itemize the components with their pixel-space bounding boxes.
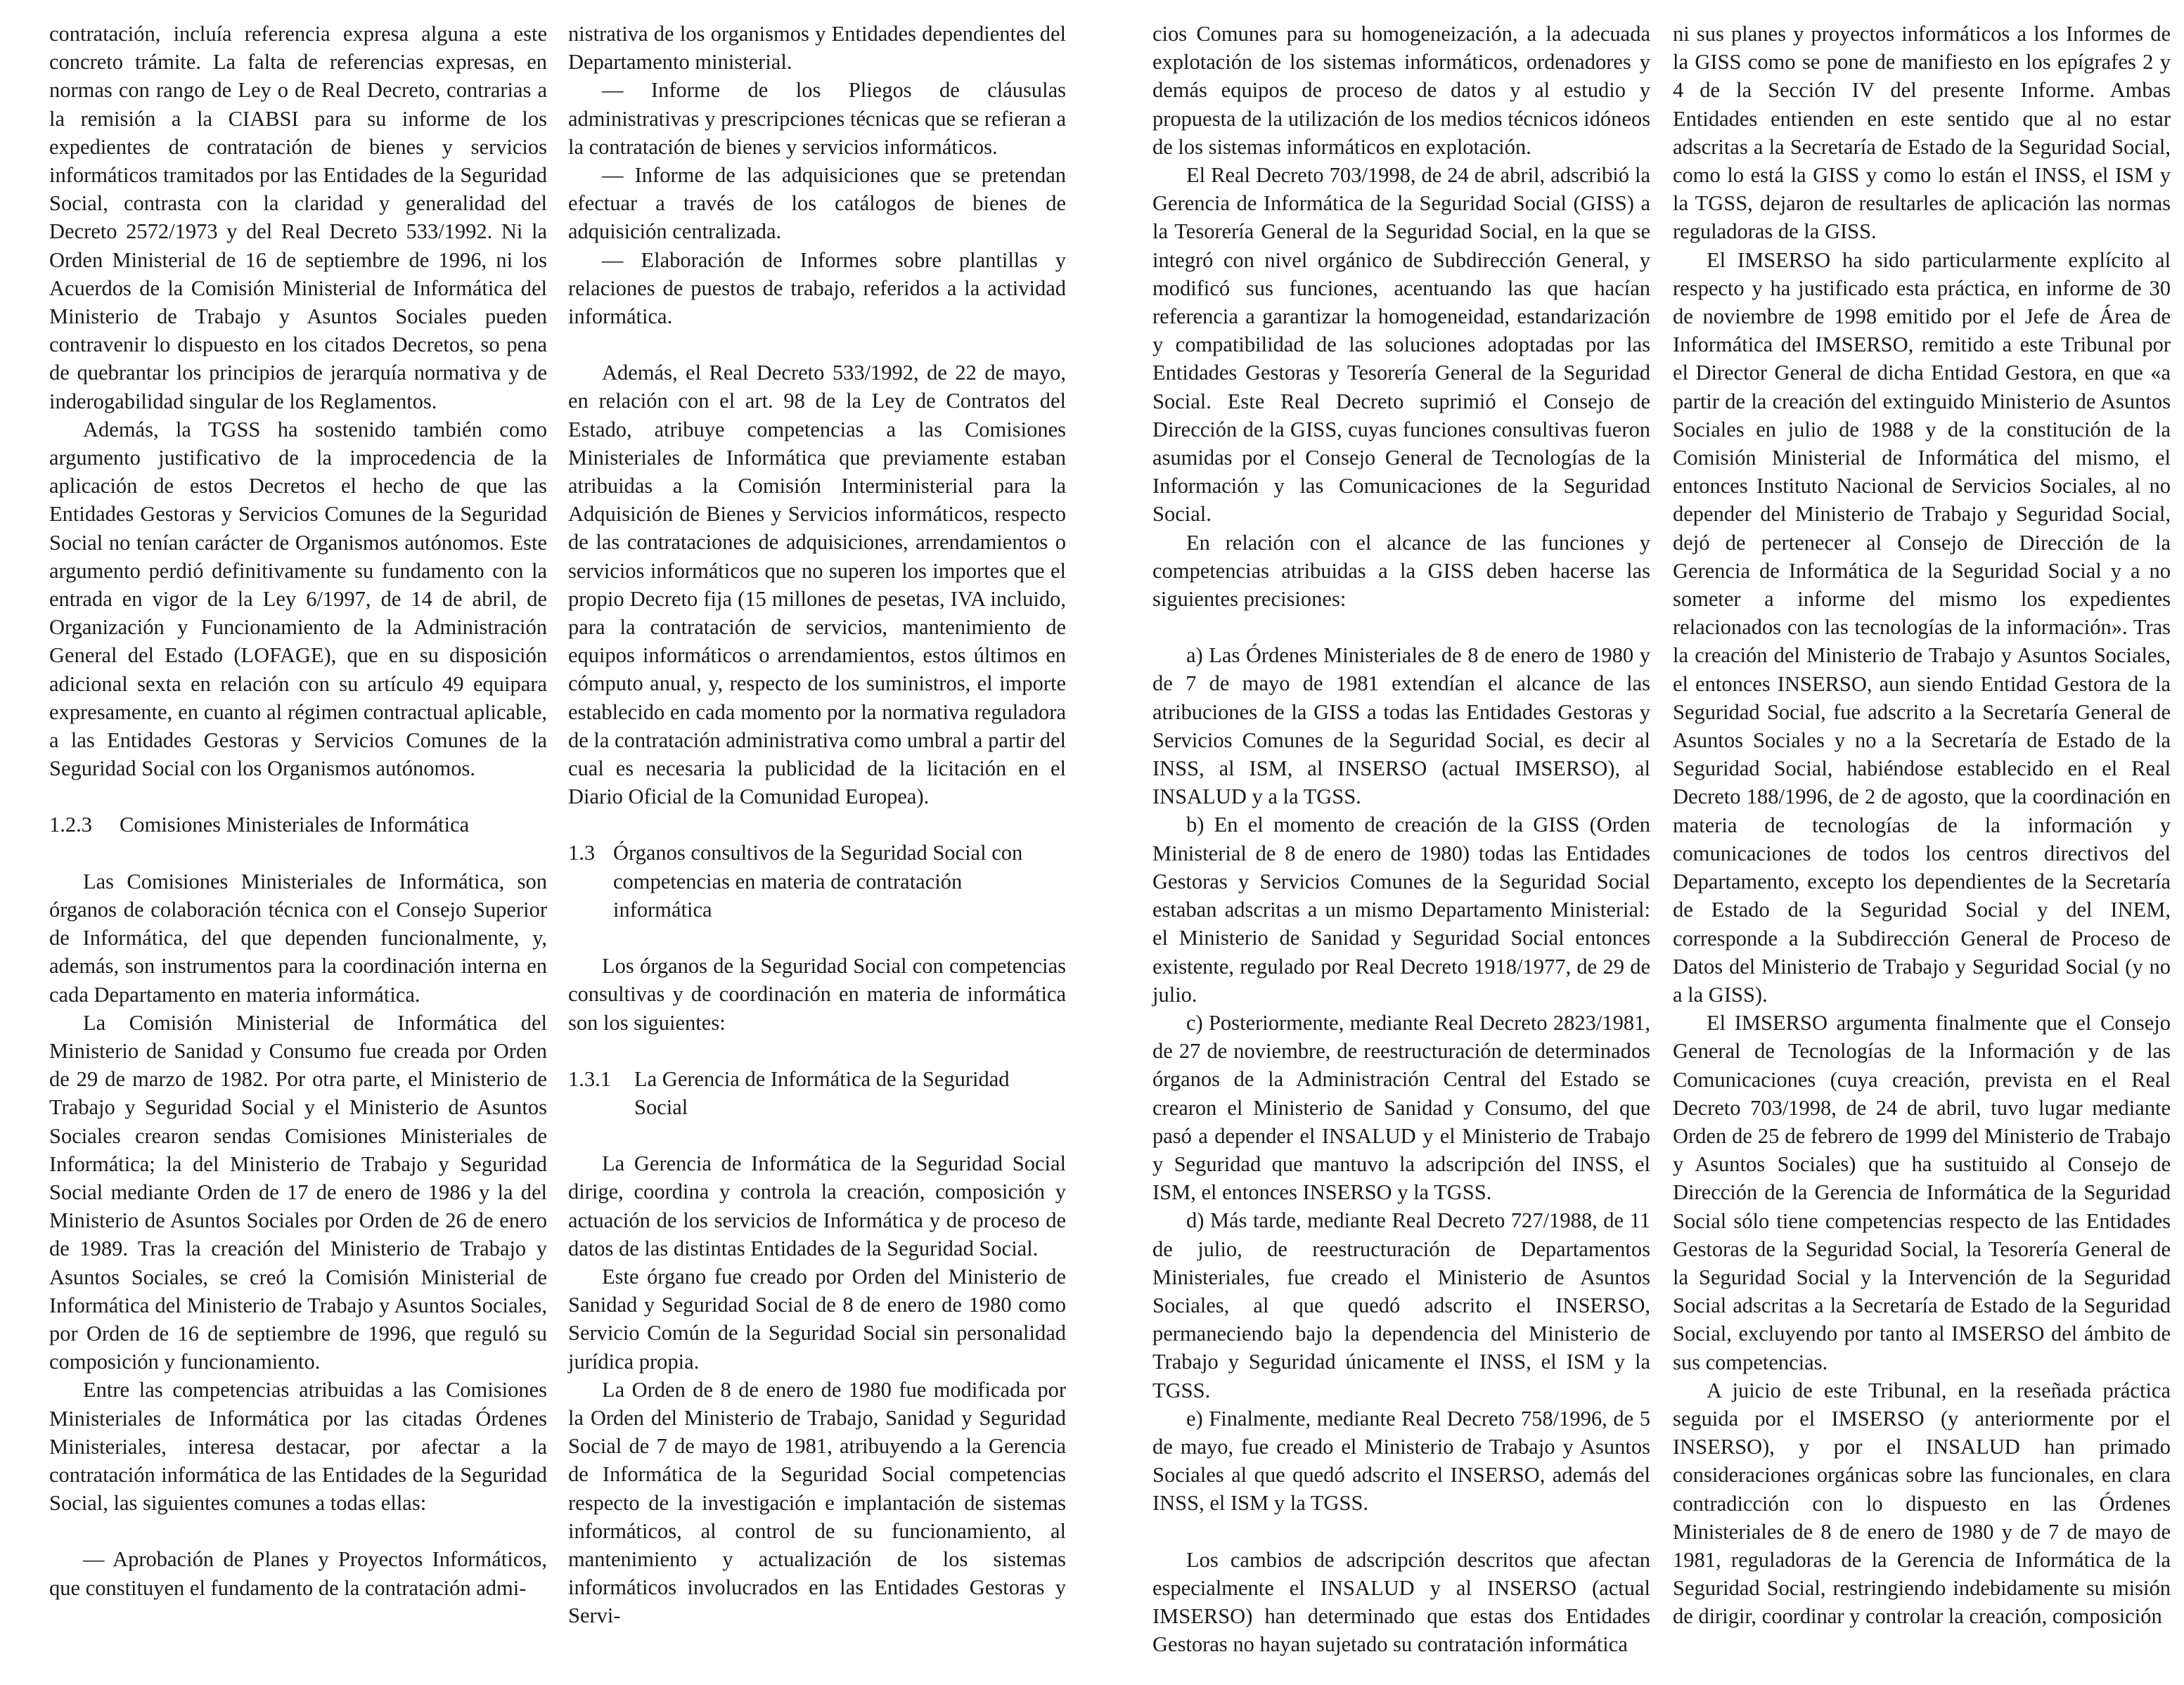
paragraph: Los cambios de adscripción descritos que afectan especialmente el INSALUD y al INSERSO (actual IMSERSO) han determinado que estas dos Entidades Gestoras no hayan sujetado su contratación informática	[1152, 1547, 1650, 1657]
dash-list-item: — Aprobación de Planes y Proyectos Informáticos, que constituyen el fundamento de la contratación admi-	[49, 1547, 547, 1600]
section-heading-1-3-1	[568, 1065, 1066, 1121]
paragraph: Las Comisiones Ministeriales de Informática, son órganos de colaboración técnica con el Consejo Superior de Informática, del que dependen funcionalmente, y, además, son instrumentos para la coordinación interna en cada Departamento en materia informática.	[49, 869, 547, 1007]
right-page	[1092, 0, 2184, 1685]
lettered-list-item: c) Posteriormente, mediante Real Decreto 2823/1981, de 27 de noviembre, de reestructuración de determinados órganos de la Administración Central del Estado se crearon el Ministerio de Sanidad y Consumo, del que pasó a depender el INSALUD y el Ministerio de Trabajo y Seguridad que mantuvo la adscripción del INSS, el ISM, el entonces INSERSO y la TGSS.	[1152, 1010, 1650, 1205]
paragraph: Los órganos de la Seguridad Social con competencias consultivas y de coordinación en materia de informática son los siguientes:	[568, 954, 1066, 1035]
paragraph: En relación con el alcance de las funciones y competencias atribuidas a la GISS deben hacerse las siguientes precisiones:	[1152, 530, 1650, 612]
paragraph: cios Comunes para su homogeneización, a la adecuada explotación de los sistemas informáticos, ordenadores y demás equipos de proceso de datos y al estudio y propuesta de la utilización de los medios técnicos idóneos de los sistemas informáticos en explotación.	[1152, 22, 1650, 159]
paragraph: Este órgano fue creado por Orden del Ministerio de Sanidad y Seguridad Social de 8 de enero de 1980 como Servicio Común de la Seguridad Social sin personalidad jurídica propia.	[568, 1264, 1066, 1374]
paragraph: Además, el Real Decreto 533/1992, de 22 de mayo, en relación con el art. 98 de la Ley de Contratos del Estado, atribuye competencias a las Comisiones Ministeriales de Informática que previamente estaban atribuidas a la Comisión Interministerial para la Adquisición de Bienes y Servicios informáticos, respecto de las contrataciones de adquisiciones, arrendamientos o servicios informáticos que no superen los importes que el propio Decreto fija (15 millones de pesetas, IVA incluido, para la contratación de servicios, mantenimiento de equipos informáticos o arrendamientos, estos últimos en cómputo anual, y, respecto de los suministros, el importe establecido en cada momento por la normativa reguladora de la contratación administrativa como umbral a partir del cual es necesaria la publicidad de la licitación en el Diario Oficial de la Comunidad Europea).	[568, 361, 1067, 809]
paragraph: Entre las competencias atribuidas a las Comisiones Ministeriales de Informática por las citadas Órdenes Ministeriales, interesa destacar, por afectar a la contratación informática de las Entidades de la Seguridad Social, las siguientes comunes a todas ellas:	[49, 1378, 547, 1516]
dash-list-item: — Elaboración de Informes sobre plantillas y relaciones de puestos de trabajo, referidos a la actividad informática.	[568, 247, 1066, 329]
paragraph: El IMSERSO ha sido particularmente explícito al respecto y ha justificado esta práctica, en informe de 30 de noviembre de 1998 emitido por el Jefe de Área de Informática del IMSERSO, remitido a este Tribunal por el Director General de dicha Entidad Gestora, en que «a partir de la creación del extinguido Ministerio de Asuntos Sociales en julio de 1988 y de la constitución de la Comisión Ministerial de Informática del mismo, el entonces Instituto Nacional de Servicios Sociales, al no depender del Ministerio de Trabajo y Seguridad Social, dejó de pertenecer al Consejo de Dirección de la Gerencia de Informática de la Seguridad Social y a no someter a informe del mismo los expedientes relacionados con las tecnologías de la información». Tras la creación del Ministerio de Trabajo y Asuntos Sociales, el entonces INSERSO, aun siendo Entidad Gestora de la Seguridad Social, fue adscrito a la Secretaría General de Asuntos Sociales y no a la Secretaría de Estado de la Seguridad Social, habiéndose establecido en el Real Decreto 188/1996, de 2 de agosto, que la coordinación en materia de tecnologías de la información y comunicaciones de todos los centros directivos del Departamento, excepto los dependientes de la Secretaría de Estado de la Seguridad Social y del INEM, corresponde a la Subdirección General de Proceso de Datos del Ministerio de Trabajo y Seguridad Social (y no a la GISS).	[1673, 247, 2171, 1007]
dash-list-item: — Informe de las adquisiciones que se pretendan efectuar a través de los catálogos de bienes de adquisición centralizada.	[568, 163, 1066, 244]
left-page-column-2	[568, 20, 1066, 1630]
right-page-column-1	[1152, 20, 1650, 1658]
lettered-list-item: e) Finalmente, mediante Real Decreto 758/1996, de 5 de mayo, fue creado el Ministerio de Trabajo y Asuntos Sociales al que quedó adscrito el INSERSO, además del INSS, el ISM y la TGSS.	[1152, 1406, 1650, 1516]
left-page-column-1	[49, 20, 547, 1602]
section-heading-1-2-3	[49, 811, 547, 839]
section-number: 1.3.1	[568, 1066, 611, 1091]
section-heading-1-3	[568, 839, 1066, 924]
section-title: Órganos consultivos de la Seguridad Social con competencias en materia de contratación informática	[613, 841, 1023, 922]
section-number: 1.2.3	[49, 813, 92, 837]
paragraph: La Gerencia de Informática de la Seguridad Social dirige, coordina y controla la creación, composición y actuación de los servicios de Informática y de proceso de datos de las distintas Entidades de la Seguridad Social.	[568, 1151, 1066, 1260]
paragraph: La Orden de 8 de enero de 1980 fue modificada por la Orden del Ministerio de Trabajo, Sanidad y Seguridad Social de 7 de mayo de 1981, atribuyendo a la Gerencia de Informática de la Seguridad Social competencias respecto de la investigación e implantación de sistemas informáticos, al control de su funcionamiento, al mantenimiento y actualización de los sistemas informáticos involucrados en las Entidades Gestoras y Servi-	[568, 1377, 1066, 1628]
lettered-list-item: a) Las Órdenes Ministeriales de 8 de enero de 1980 y de 7 de mayo de 1981 extendían el alcance de las atribuciones de la GISS a todas las Entidades Gestoras y Servicios Comunes de la Seguridad Social, es decir al INSS, al ISM, al INSERSO (actual IMSERSO), al INSALUD y a la TGSS.	[1152, 643, 1650, 809]
paragraph: El IMSERSO argumenta finalmente que el Consejo General de Tecnologías de la Información y de las Comunicaciones (cuya creación, prevista en el Real Decreto 703/1998, de 24 de abril, tuvo lugar mediante Orden de 25 de febrero de 1999 del Ministerio de Trabajo y Asuntos Sociales) que ha sustituido al Consejo de Dirección de la Gerencia de Informática de la Seguridad Social sólo tiene competencias respecto de las Entidades Gestoras de la Seguridad Social, la Tesorería General de la Seguridad Social y la Intervención de la Seguridad Social adscritas a la Secretaría de Estado de la Seguridad Social, excluyendo por tanto al IMSERSO del ámbito de sus competencias.	[1673, 1011, 2171, 1374]
paragraph: contratación, incluía referencia expresa alguna a este concreto trámite. La falta de referencias expresas, en normas con rango de Ley o de Real Decreto, contrarias a la remisión a la CIABSI para su informe de los expedientes de contratación de bienes y servicios informáticos tramitados por las Entidades de la Seguridad Social, contrasta con la claridad y generalidad del Decreto 2572/1973 y del Real Decreto 533/1992. Ni la Orden Ministerial de 16 de septiembre de 1996, ni los Acuerdos de la Comisión Ministerial de Informática del Ministerio de Trabajo y Asuntos Sociales pueden contravenir lo dispuesto en los citados Decretos, so pena de quebrantar los principios de jerarquía normativa y de inderogabilidad singular de los Reglamentos.	[49, 22, 547, 413]
paragraph: ni sus planes y proyectos informáticos a los Informes de la GISS como se pone de manifiesto en los epígrafes 2 y 4 de la Sección IV del presente Informe. Ambas Entidades entienden en este sentido que al no estar adscritas a la Secretaría de Estado de la Seguridad Social, como lo está la GISS y como lo están el INSS, el ISM y la TGSS, dejaron de resultarles de aplicación las normas reguladoras de la GISS.	[1673, 22, 2171, 244]
section-title: La Gerencia de Informática de la Seguridad Social	[634, 1066, 1010, 1119]
section-number: 1.3	[568, 841, 596, 865]
paragraph: La Comisión Ministerial de Informática del Ministerio de Sanidad y Consumo fue creada por Orden de 29 de marzo de 1982. Por otra parte, el Ministerio de Trabajo y Seguridad Social y el Ministerio de Asuntos Sociales crearon sendas Comisiones Ministeriales de Informática; la del Ministerio de Trabajo y Seguridad Social mediante Orden de 17 de enero de 1986 y la del Ministerio de Asuntos Sociales por Orden de 26 de enero de 1989. Tras la creación del Ministerio de Trabajo y Asuntos Sociales, se creó la Comisión Ministerial de Informática del Ministerio de Trabajo y Asuntos Sociales, por Orden de 16 de septiembre de 1996, que reguló su composición y funcionamiento.	[49, 1010, 547, 1374]
dash-list-item: — Informe de los Pliegos de cláusulas administrativas y prescripciones técnicas que se refieran a la contratación de bienes y servicios informáticos.	[568, 78, 1066, 159]
paragraph: A juicio de este Tribunal, en la reseñada práctica seguida por el IMSERSO (y anteriormente por el INSERSO), y por el INSALUD han primado consideraciones orgánicas sobre las funcionales, en clara contradicción con lo dispuesto en las Órdenes Ministeriales de 8 de enero de 1980 y de 7 de mayo de 1981, reguladoras de la Gerencia de Informática de la Seguridad Social, restringiendo indebidamente su misión de dirigir, coordinar y controlar la creación, composición	[1673, 1378, 2171, 1629]
lettered-list-item: b) En el momento de creación de la GISS (Orden Ministerial de 8 de enero de 1980) todas las Entidades Gestoras y Servicios Comunes de la Seguridad Social estaban adscritas a un mismo Departamento Ministerial: el Ministerio de Sanidad y Seguridad Social entonces existente, regulado por Real Decreto 1918/1977, de 29 de julio.	[1152, 813, 1650, 1007]
paragraph: Además, la TGSS ha sostenido también como argumento justificativo de la improcedencia de la aplicación de estos Decretos el hecho de que las Entidades Gestoras y Servicios Comunes de la Seguridad Social no tenían carácter de Organismos autónomos. Este argumento perdió definitivamente su fundamento con la entrada en vigor de la Ley 6/1997, de 14 de abril, de Organización y Funcionamiento de la Administración General del Estado (LOFAGE), que en su disposición adicional sexta en relación con su artículo 49 equipara expresamente, en cuanto al régimen contractual aplicable, a las Entidades Gestoras y Servicios Comunes de la Seguridad Social con los Organismos autónomos.	[49, 417, 547, 781]
paragraph: nistrativa de los organismos y Entidades dependientes del Departamento ministerial.	[568, 22, 1066, 75]
lettered-list-item: d) Más tarde, mediante Real Decreto 727/1988, de 11 de julio, de reestructuración de Departamentos Ministeriales, fue creado el Ministerio de Asuntos Sociales, al que quedó adscrito el INSERSO, permaneciendo bajo la dependencia del Ministerio de Trabajo y Seguridad únicamente el INSS, el ISM y la TGSS.	[1152, 1208, 1650, 1402]
section-title: Comisiones Ministeriales de Informática	[120, 813, 470, 837]
paragraph: El Real Decreto 703/1998, de 24 de abril, adscribió la Gerencia de Informática de la Seguridad Social (GISS) a la Tesorería General de la Seguridad Social, en la que se integró con nivel orgánico de Subdirección General, y modificó sus funciones, acentuando las que hacían referencia a garantizar la homogeneidad, estandarización y compatibilidad de las soluciones adoptadas por las Entidades Gestoras y Tesorería General de la Seguridad Social. Este Real Decreto suprimió el Consejo de Dirección de la GISS, cuyas funciones consultivas fueron asumidas por el Consejo General de Tecnologías de la Información y las Comunicaciones de la Seguridad Social.	[1152, 163, 1650, 527]
right-page-column-2	[1673, 20, 2171, 1631]
